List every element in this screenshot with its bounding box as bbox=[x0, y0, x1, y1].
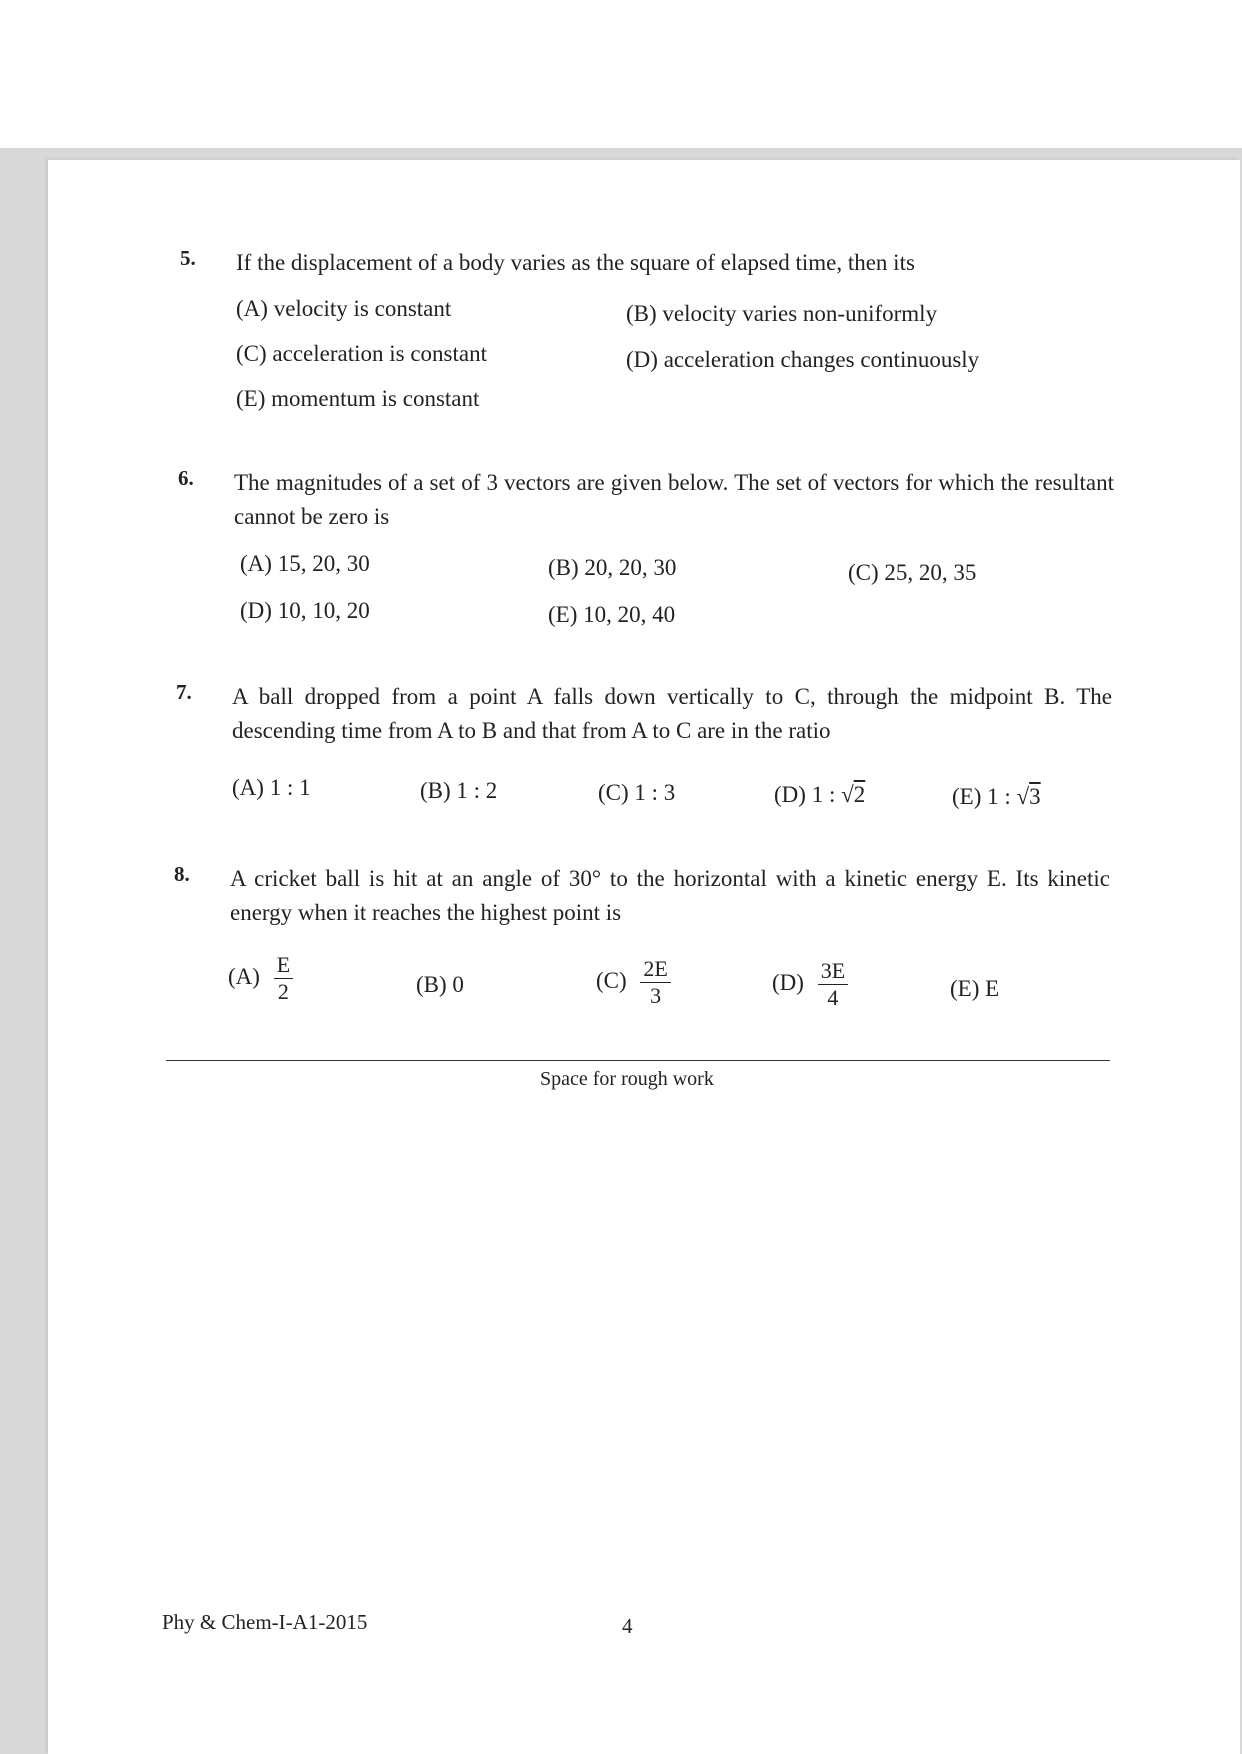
option-d bbox=[240, 598, 370, 624]
option-letter: (E) bbox=[952, 784, 982, 809]
question-number: 5. bbox=[180, 246, 196, 270]
fraction bbox=[818, 958, 848, 1011]
option-b bbox=[416, 972, 464, 998]
option-letter: (A) bbox=[232, 775, 264, 800]
option-a bbox=[228, 952, 293, 1005]
option-c bbox=[596, 956, 671, 1009]
option-b bbox=[548, 555, 676, 581]
option-text: momentum is constant bbox=[271, 386, 480, 411]
fraction-numerator: E bbox=[274, 952, 293, 979]
fraction-denominator: 4 bbox=[827, 985, 839, 1010]
option-letter: (A) bbox=[228, 963, 260, 989]
option-e bbox=[952, 784, 1041, 810]
fraction-denominator: 2 bbox=[277, 979, 289, 1004]
rough-work-divider bbox=[166, 1060, 1110, 1061]
option-letter: (C) bbox=[598, 780, 629, 805]
page-number: 4 bbox=[622, 1614, 633, 1638]
option-letter: (D) bbox=[240, 598, 272, 623]
option-letter: (E) bbox=[236, 386, 266, 411]
question-text: A ball dropped from a point A falls down vertically to C, through the midpoint B. The descending time from A to B and that from A to C are in the ratio bbox=[232, 684, 1112, 743]
option-d bbox=[774, 782, 865, 808]
option-d bbox=[626, 347, 979, 373]
question-text: If the displacement of a body varies as the square of elapsed time, then its bbox=[236, 250, 915, 275]
fraction-numerator: 2E bbox=[640, 956, 670, 983]
option-a bbox=[236, 296, 451, 322]
option-text: 10, 10, 20 bbox=[277, 598, 370, 623]
fraction bbox=[640, 956, 670, 1009]
option-text: 20, 20, 30 bbox=[584, 555, 677, 580]
option-b bbox=[420, 778, 497, 804]
option-letter: (C) bbox=[596, 967, 627, 993]
option-e bbox=[236, 386, 479, 412]
option-e bbox=[548, 602, 675, 628]
paper-code: Phy & Chem-I-A1-2015 bbox=[162, 1610, 368, 1634]
option-c bbox=[848, 560, 976, 586]
option-b bbox=[626, 301, 937, 327]
question-number: 8. bbox=[174, 862, 190, 886]
option-letter: (C) bbox=[236, 341, 267, 366]
question-number: 7. bbox=[176, 680, 192, 704]
option-text: E bbox=[985, 976, 1000, 1001]
option-text: 1 : 3 bbox=[634, 780, 676, 805]
radicand: 3 bbox=[1029, 784, 1041, 809]
option-letter: (D) bbox=[774, 782, 806, 807]
option-a bbox=[240, 551, 370, 577]
option-c bbox=[598, 780, 675, 806]
option-text: 10, 20, 40 bbox=[583, 602, 676, 627]
option-text: 0 bbox=[452, 972, 464, 997]
fraction-numerator: 3E bbox=[818, 958, 848, 985]
option-c bbox=[236, 341, 487, 367]
option-e bbox=[950, 976, 999, 1002]
option-letter: (B) bbox=[420, 778, 451, 803]
option-letter: (D) bbox=[626, 347, 658, 372]
option-ratio-prefix: 1 : bbox=[811, 782, 842, 807]
square-root: √3 bbox=[1016, 784, 1041, 809]
option-text: acceleration changes continuously bbox=[663, 347, 980, 372]
option-letter: (B) bbox=[626, 301, 657, 326]
option-letter: (C) bbox=[848, 560, 879, 585]
option-text: acceleration is constant bbox=[272, 341, 487, 366]
option-text: velocity varies non-uniformly bbox=[662, 301, 938, 326]
option-letter: (E) bbox=[950, 976, 980, 1001]
question-number: 6. bbox=[178, 466, 194, 490]
fraction bbox=[274, 952, 293, 1005]
option-letter: (D) bbox=[772, 969, 804, 995]
radicand: 2 bbox=[853, 782, 866, 807]
option-letter: (A) bbox=[236, 296, 268, 321]
option-text: 1 : 2 bbox=[456, 778, 498, 803]
square-root: √2 bbox=[841, 782, 866, 807]
option-letter: (B) bbox=[548, 555, 579, 580]
question-text: The magnitudes of a set of 3 vectors are given below. The set of vectors for which the resultant cannot be zero is bbox=[234, 470, 1114, 529]
option-letter: (A) bbox=[240, 551, 272, 576]
rough-work-label: Space for rough work bbox=[540, 1068, 714, 1090]
option-d bbox=[772, 958, 848, 1011]
option-text: 1 : 1 bbox=[269, 775, 311, 800]
option-text: velocity is constant bbox=[273, 296, 452, 321]
question-text: A cricket ball is hit at an angle of 30° to the horizontal with a kinetic energy E. Its kinetic energy when it reaches the highest point is bbox=[230, 866, 1110, 925]
option-text: 25, 20, 35 bbox=[884, 560, 977, 585]
option-letter: (B) bbox=[416, 972, 447, 997]
option-letter: (E) bbox=[548, 602, 578, 627]
option-a bbox=[232, 775, 311, 801]
option-text: 15, 20, 30 bbox=[277, 551, 370, 576]
fraction-denominator: 3 bbox=[650, 983, 662, 1008]
option-ratio-prefix: 1 : bbox=[987, 784, 1017, 809]
